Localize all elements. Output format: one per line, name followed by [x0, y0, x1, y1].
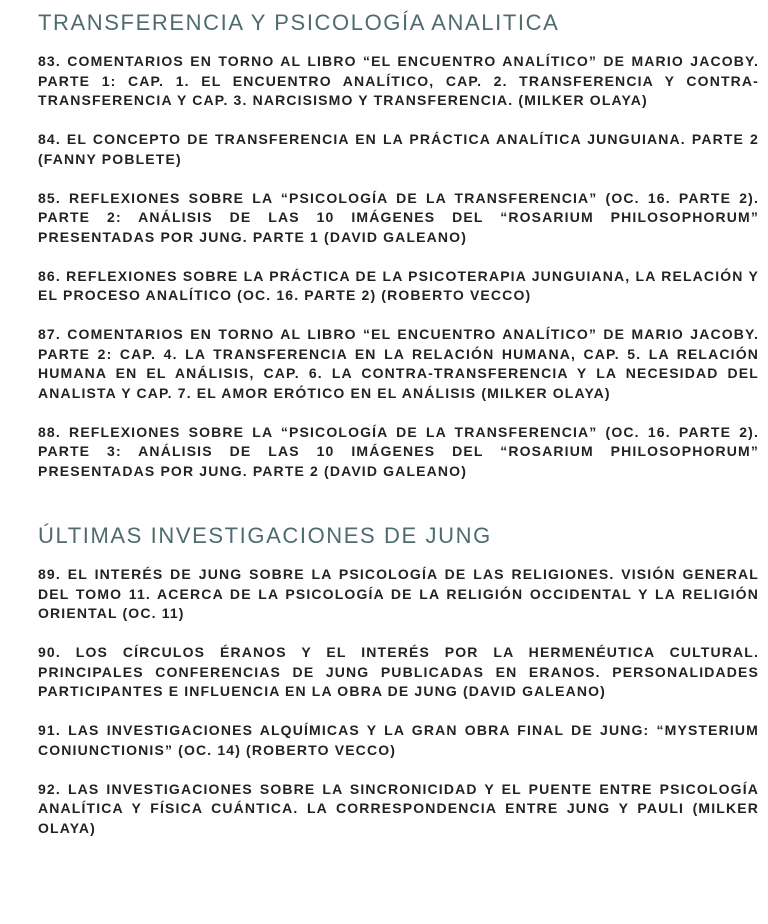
- list-item: 85. REFLEXIONES SOBRE LA “PSICOLOGÍA DE LA TRANSFERENCIA” (OC. 16. PARTE 2). PARTE 2: ANÁLISIS DE LAS 10 IMÁGENES DEL “ROSARIUM PHILOSOPHORUM” PRESENTADAS POR JUNG. PARTE 1 (DAVID GALEANO): [38, 189, 759, 245]
- list-item: 84. EL CONCEPTO DE TRANSFERENCIA EN LA PRÁCTICA ANALÍTICA JUNGUIANA. PARTE 2 (FANNY POBLETE): [38, 131, 759, 167]
- section-heading: TRANSFERENCIA Y PSICOLOGÍA ANALITICA: [38, 10, 560, 35]
- list-item: 89. EL INTERÉS DE JUNG SOBRE LA PSICOLOGÍA DE LAS RELIGIONES. VISIÓN GENERAL DEL TOMO 11. ACERCA DE LA PSICOLOGÍA DE LA RELIGIÓN OCCIDENTAL Y LA RELIGIÓN ORIENTAL (OC. 11): [38, 566, 759, 621]
- section-transferencia: [38, 8, 759, 481]
- list-item: 91. LAS INVESTIGACIONES ALQUÍMICAS Y LA GRAN OBRA FINAL DE JUNG: “MYSTERIUM CONIUNCTIONIS” (OC. 14) (ROBERTO VECCO): [38, 722, 759, 758]
- list-item: 86. REFLEXIONES SOBRE LA PRÁCTICA DE LA PSICOTERAPIA JUNGUIANA, LA RELACIÓN Y EL PROCESO ANALÍTICO (OC. 16. PARTE 2) (ROBERTO VECCO): [38, 267, 759, 303]
- list-item: 90. LOS CÍRCULOS ÉRANOS Y EL INTERÉS POR LA HERMENÉUTICA CULTURAL. PRINCIPALES CONFERENCIAS DE JUNG PUBLICADAS EN ERANOS. PERSONALIDADES PARTICIPANTES E INFLUENCIA EN LA OBRA DE JUNG (DAVID GALEANO): [38, 644, 759, 699]
- list-item: 92. LAS INVESTIGACIONES SOBRE LA SINCRONICIDAD Y EL PUENTE ENTRE PSICOLOGÍA ANALÍTICA Y FÍSICA CUÁNTICA. LA CORRESPONDENCIA ENTRE JUNG Y PAULI (MILKER OLAYA): [38, 780, 759, 836]
- section-ultimas-investigaciones: [38, 521, 759, 838]
- section-heading: ÚLTIMAS INVESTIGACIONES DE JUNG: [38, 523, 492, 548]
- list-item: 83. COMENTARIOS EN TORNO AL LIBRO “EL ENCUENTRO ANALÍTICO” DE MARIO JACOBY. PARTE 1: CAP. 1. EL ENCUENTRO ANALÍTICO, CAP. 2. TRANSFERENCIA Y CONTRA-TRANSFERENCIA Y CAP. 3. NARCISISMO Y TRANSFERENCIA. (MILKER OLAYA): [38, 53, 759, 108]
- list-item: 87. COMENTARIOS EN TORNO AL LIBRO “EL ENCUENTRO ANALÍTICO” DE MARIO JACOBY. PARTE 2: CAP. 4. LA TRANSFERENCIA EN LA RELACIÓN HUMANA, CAP. 5. LA RELACIÓN HUMANA EN EL ANÁLISIS, CAP. 6. LA CONTRA-TRANSFERENCIA Y LA NECESIDAD DEL ANALISTA Y CAP. 7. EL AMOR ERÓTICO EN EL ANÁLISIS (MILKER OLAYA): [38, 326, 759, 401]
- list-item: 88. REFLEXIONES SOBRE LA “PSICOLOGÍA DE LA TRANSFERENCIA” (OC. 16. PARTE 2). PARTE 3: ANÁLISIS DE LAS 10 IMÁGENES DEL “ROSARIUM PHILOSOPHORUM” PRESENTADAS POR JUNG. PARTE 2 (DAVID GALEANO): [38, 423, 759, 479]
- document: [38, 8, 759, 858]
